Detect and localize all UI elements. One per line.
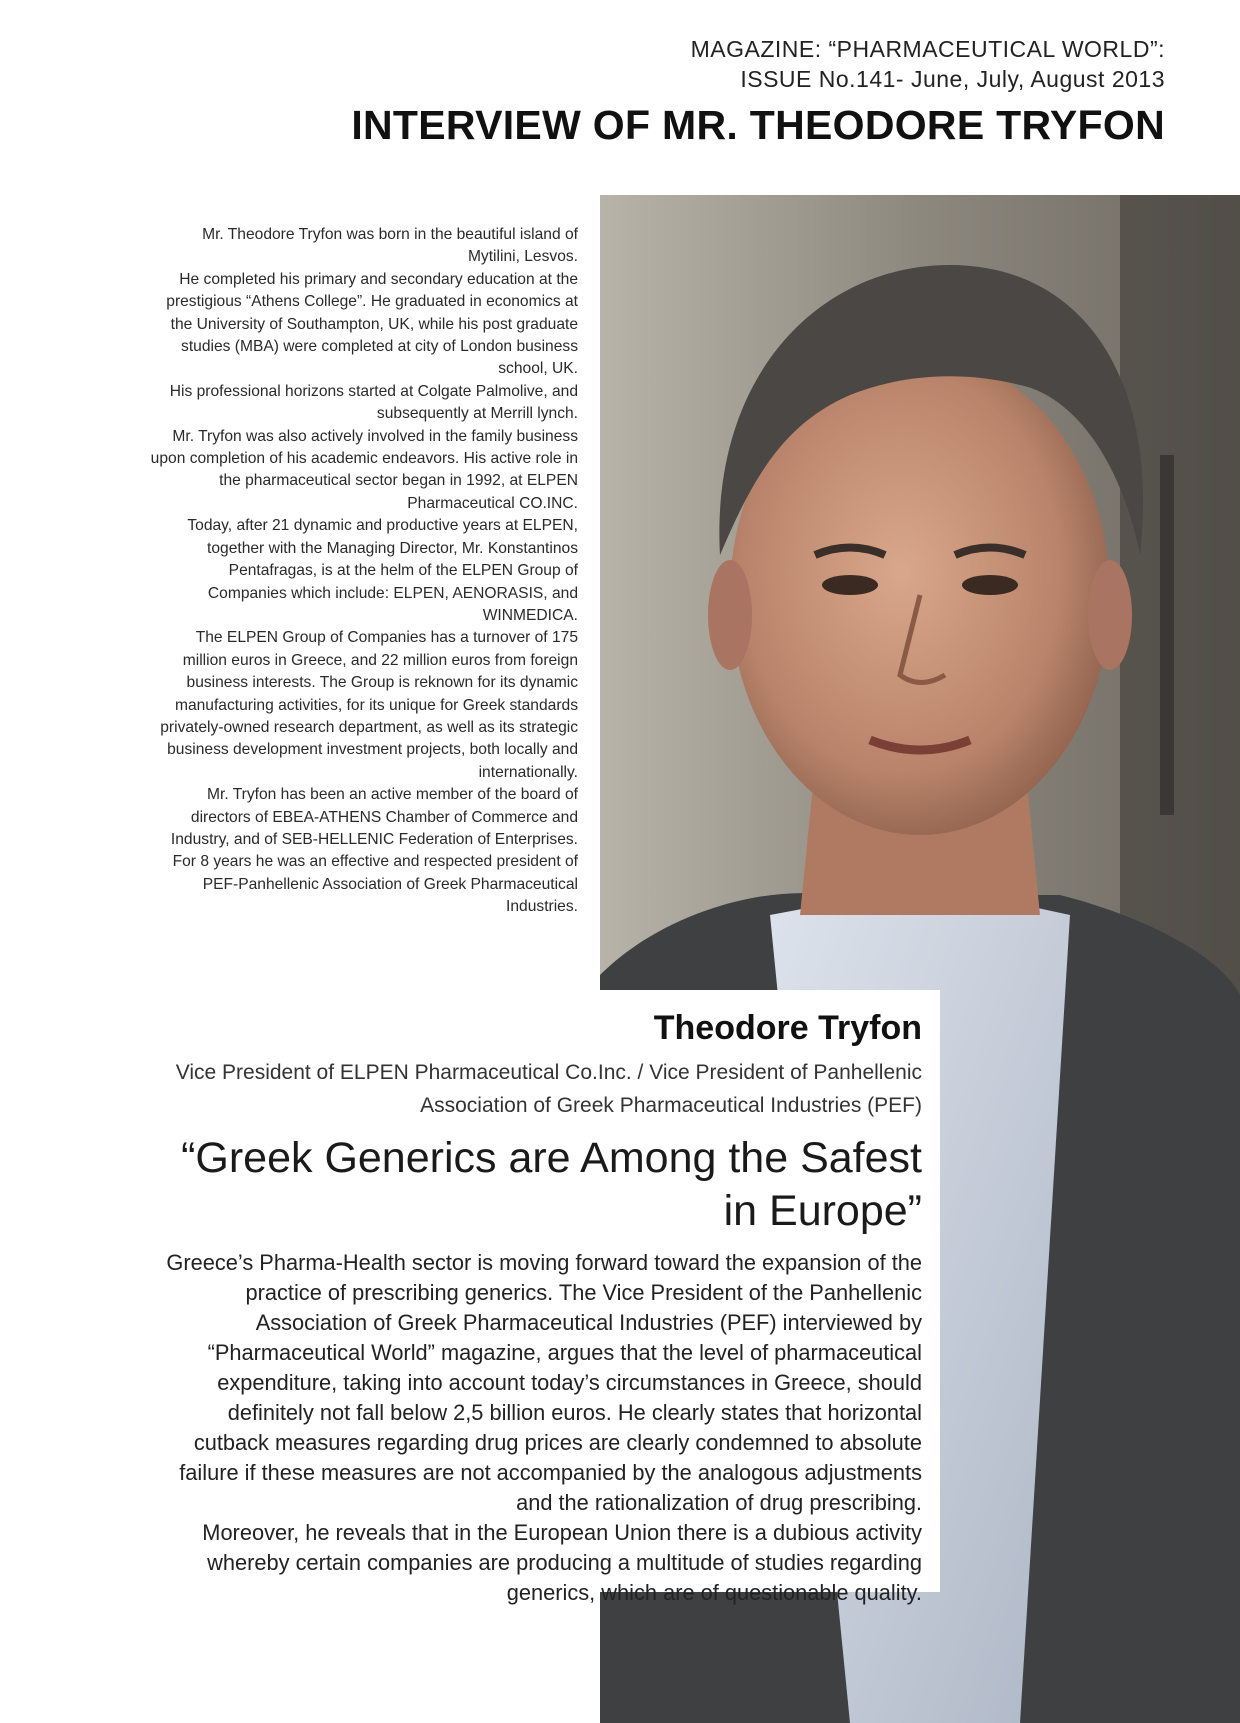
interviewee-role: Vice President of ELPEN Pharmaceutical Co.Inc. / Vice President of Panhellenic Association of Greek Pharmaceutical Industries (PEF): [175, 1061, 922, 1117]
issue-line: ISSUE No.141- June, July, August 2013: [740, 66, 1165, 92]
bio-paragraph: Today, after 21 dynamic and productive years at ELPEN, together with the Managing Director, Mr. Konstantinos Pentafragas, is at the helm of the ELPEN Group of Companies which include: ELPEN, AENORASIS, and WINMEDICA.: [187, 517, 578, 624]
bio-paragraph: He completed his primary and secondary education at the prestigious “Athens College”. He graduated in economics at the University of Southampton, UK, while his post graduate studies (MBA) were completed at city of London business school, UK.: [166, 270, 578, 378]
bio-paragraph: The ELPEN Group of Companies has a turnover of 175 million euros in Greece, and 22 million euros from foreign business interests. The Group is reknown for its dynamic manufacturing activities, for its unique for Greek standards privately-owned research department, as well as its strategic business development investment projects, both locally and internationally.: [160, 629, 578, 781]
interview-headline: “Greek Generics are Among the Safest in Europe”: [181, 1134, 922, 1235]
intro-paragraph: Moreover, he reveals that in the European Union there is a dubious activity whereby certain companies are producing a multitude of studies regarding generics, which are of questionable quality.: [202, 1520, 922, 1605]
bio-paragraph: Mr. Tryfon was also actively involved in the family business upon completion of his academic endeavors. His active role in the pharmaceutical sector began in 1992, at ELPEN Pharmaceutical CO.INC.: [150, 427, 578, 512]
interviewee-name: Theodore Tryfon: [653, 1009, 922, 1047]
page-title: INTERVIEW OF MR. THEODORE TRYFON: [351, 102, 1165, 148]
intro-paragraph: Greece’s Pharma-Health sector is moving forward toward the expansion of the practice of prescribing generics. The Vice President of the Panhellenic Association of Greek Pharmaceutical Industries (PEF) interviewed by “Pharmaceutical World” magazine, argues that the level of pharmaceutical expenditure, taking into account today’s circumstances in Greece, should definitely not fall below 2,5 billion euros. He clearly states that horizontal cutback measures regarding drug prices are clearly condemned to absolute failure if these measures are not accompanied by the analogous adjustments and the rationalization of drug prescribing.: [166, 1250, 922, 1515]
biography: [150, 224, 578, 919]
bio-paragraph: His professional horizons started at Colgate Palmolive, and subsequently at Merrill lynch.: [169, 382, 578, 423]
bio-paragraph: Mr. Tryfon has been an active member of the board of directors of EBEA-ATHENS Chamber of Commerce and Industry, and of SEB-HELLENIC Federation of Enterprises. For 8 years he was an effective and respected president of PEF-Panhellenic Association of Greek Pharmaceutical Industries.: [170, 786, 578, 916]
bio-paragraph: Mr. Theodore Tryfon was born in the beautiful island of Mytilini, Lesvos.: [202, 226, 578, 266]
interview-card: [0, 990, 940, 1605]
magazine-name: MAGAZINE: “PHARMACEUTICAL WORLD”:: [690, 36, 1165, 62]
interview-intro: [150, 1248, 922, 1608]
page-header: [351, 34, 1165, 150]
